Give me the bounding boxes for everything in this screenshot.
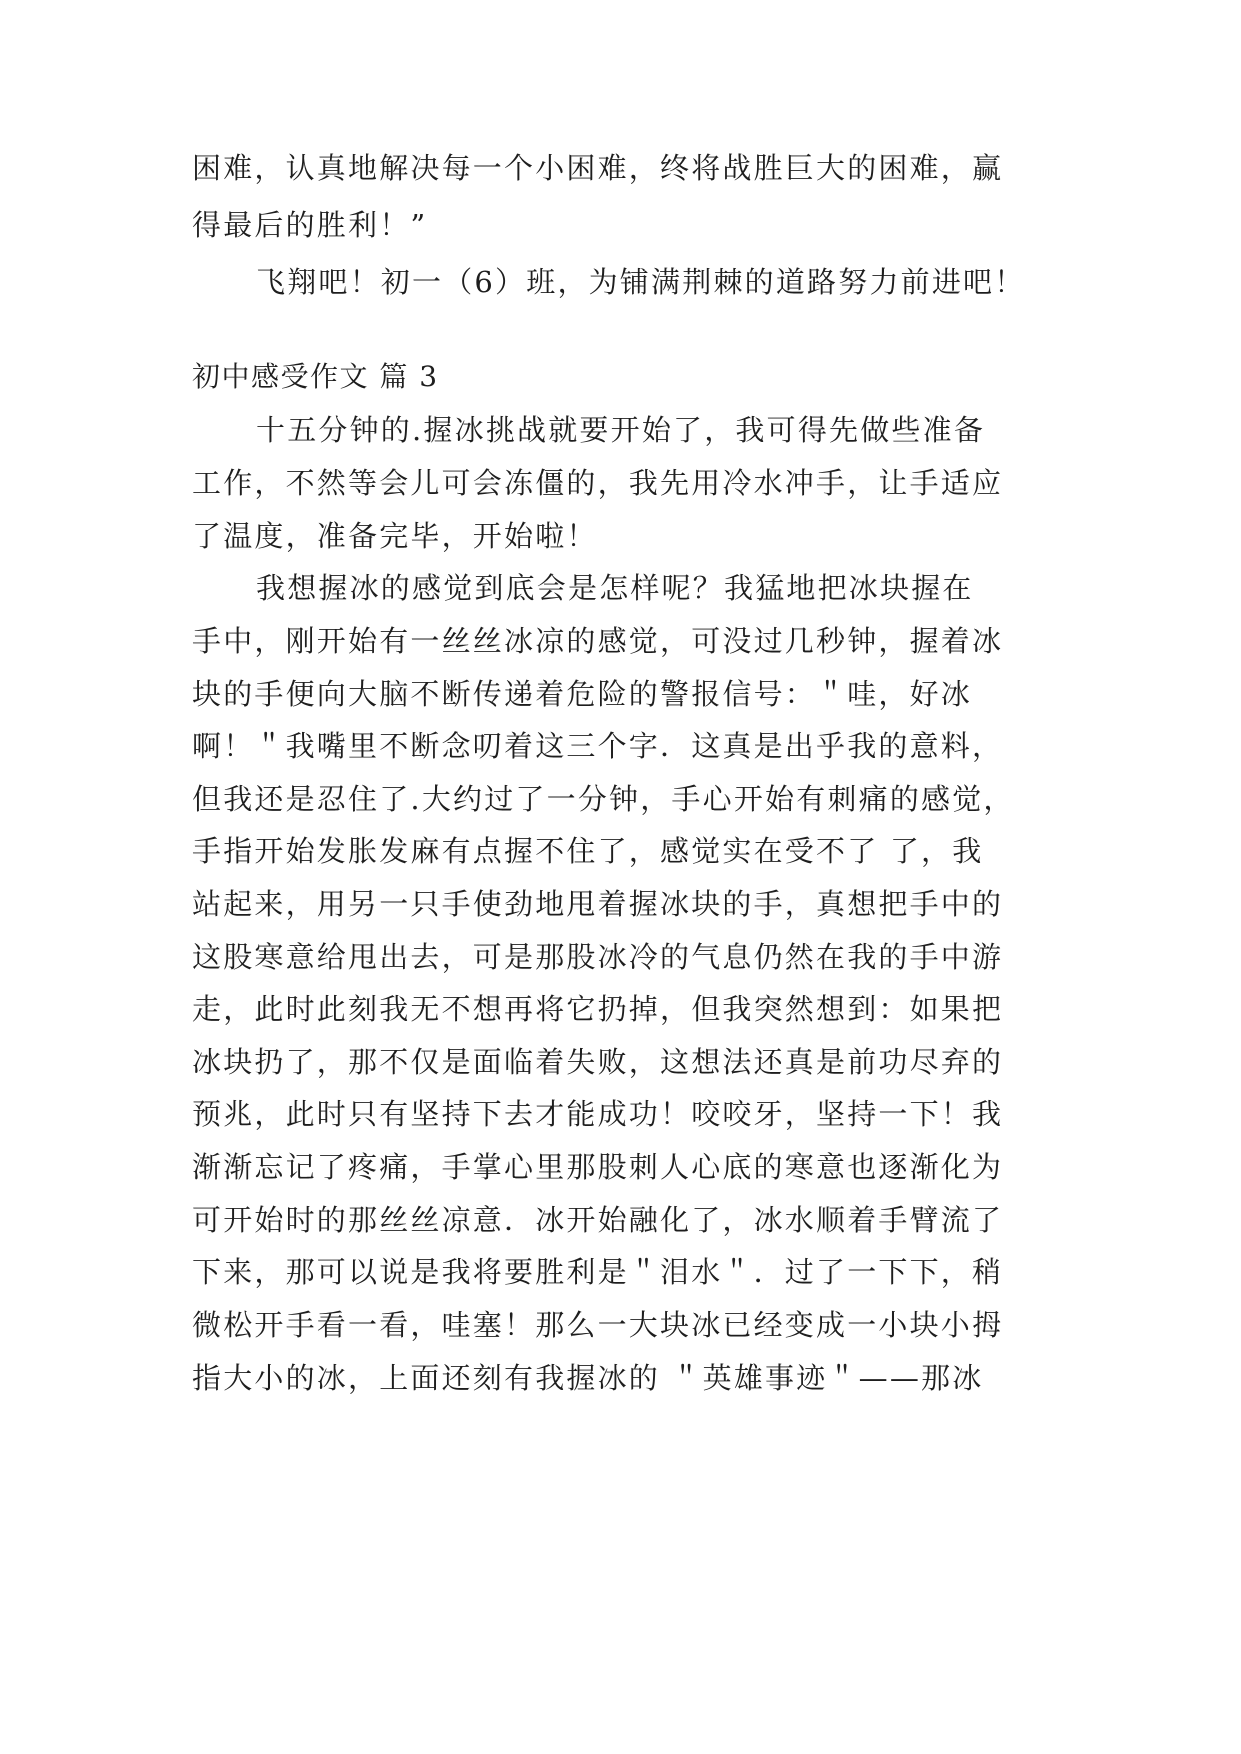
paragraph-1-line-1: 十五分钟的.握冰挑战就要开始了，我可得先做些准备 [256, 413, 986, 447]
paragraph-2-line-16: 指大小的冰，上面还刻有我握冰的 ＂英雄事迹＂——那冰 [192, 1361, 984, 1395]
paragraph-2-line-2: 手中，刚开始有一丝丝冰凉的感觉，可没过几秒钟，握着冰 [192, 624, 1004, 658]
section-heading: 初中感受作文 篇 3 [192, 360, 439, 393]
paragraph-2-line-6: 手指开始发胀发麻有点握不住了，感觉实在受不了 了，我 [192, 834, 984, 868]
paragraph-2-line-15: 微松开手看一看，哇塞！那么一大块冰已经变成一小块小拇 [192, 1308, 1004, 1342]
closing-line: 飞翔吧！初一（6）班，为铺满荆棘的道路努力前进吧！ [256, 265, 1026, 299]
paragraph-2-line-14: 下来，那可以说是我将要胜利是＂泪水＂．过了一下下，稍 [192, 1255, 1004, 1289]
paragraph-2-line-3: 块的手便向大脑不断传递着危险的警报信号：＂哇，好冰 [192, 677, 973, 711]
paragraph-2-line-8: 这股寒意给甩出去，可是那股冰冷的气息仍然在我的手中游 [192, 940, 1004, 974]
paragraph-2-line-12: 渐渐忘记了疼痛，手掌心里那股刺人心底的寒意也逐渐化为 [192, 1150, 1004, 1184]
paragraph-2-line-10: 冰块扔了，那不仅是面临着失败，这想法还真是前功尽弃的 [192, 1045, 1004, 1079]
paragraph-2-line-7: 站起来，用另一只手使劲地甩着握冰块的手，真想把手中的 [192, 887, 1004, 921]
paragraph-2-line-9: 走，此时此刻我无不想再将它扔掉，但我突然想到：如果把 [192, 992, 1004, 1026]
paragraph-2-line-4: 啊！＂我嘴里不断念叨着这三个字．这真是出乎我的意料， [192, 729, 1004, 763]
paragraph-1-line-2: 工作，不然等会儿可会冻僵的，我先用冷水冲手，让手适应 [192, 466, 1004, 500]
paragraph-2-line-1: 我想握冰的感觉到底会是怎样呢？我猛地把冰块握在 [256, 571, 974, 605]
paragraph-2-line-13: 可开始时的那丝丝凉意．冰开始融化了，冰水顺着手臂流了 [192, 1203, 1004, 1237]
continuation-line-2: 得最后的胜利！” [192, 208, 428, 242]
continuation-line-1: 困难，认真地解决每一个小困难，终将战胜巨大的困难，赢 [192, 151, 1004, 185]
paragraph-1-line-3: 了温度，准备完毕，开始啦！ [192, 519, 598, 553]
paragraph-2-line-11: 预兆，此时只有坚持下去才能成功！咬咬牙，坚持一下！我 [192, 1097, 1004, 1131]
paragraph-2-line-5: 但我还是忍住了.大约过了一分钟，手心开始有刺痛的感觉， [192, 782, 1015, 816]
